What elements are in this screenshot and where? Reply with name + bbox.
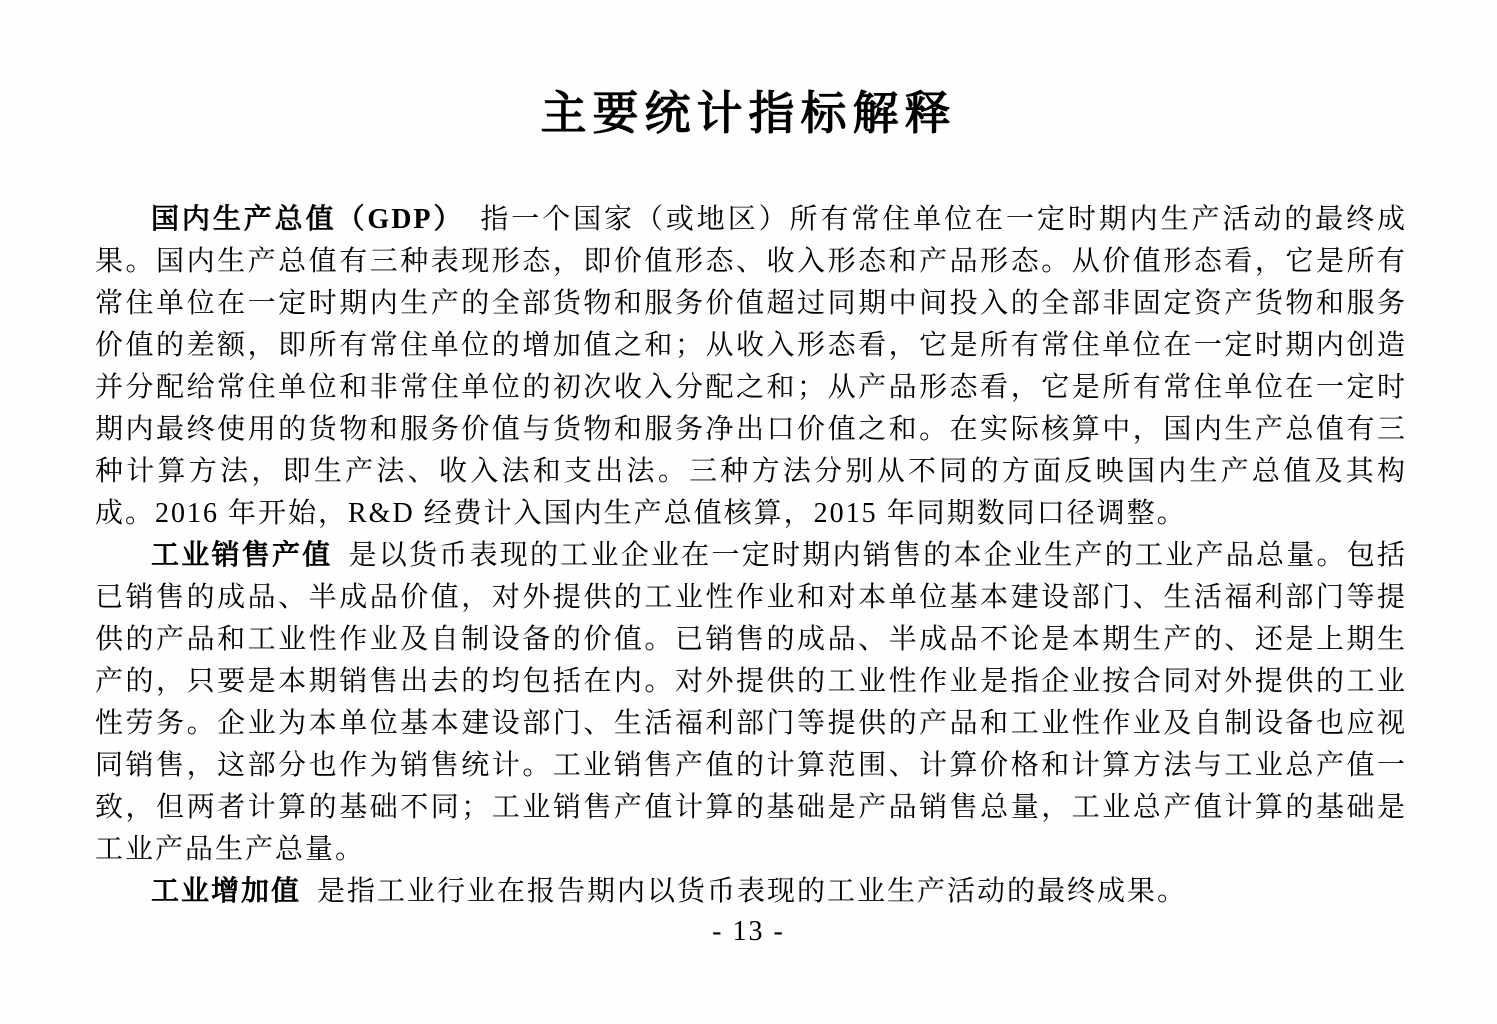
document-body <box>95 199 1407 913</box>
paragraph-industrial-sales-output <box>95 535 1407 871</box>
term-gdp: 国内生产总值（GDP） <box>151 204 465 236</box>
paragraph-industrial-added-value <box>95 871 1407 913</box>
page-title: 主要统计指标解释 <box>540 88 957 139</box>
paragraph-gdp-text: 指一个国家（或地区）所有常住单位在一定时期内生产活动的最终成果。国内生产总值有三种表现形态，即价值形态、收入形态和产品形态。从价值形态看，它是所有常住单位在一定时期内生产的全部货物和服务价值超过同期中间投入的全部非固定资产货物和服务价值的差额，即所有常住单位的增加值之和；从收入形态看，它是所有常住单位在一定时期内创造并分配给常住单位和非常住单位的初次收入分配之和；从产品形态看，它是所有常住单位在一定时期内最终使用的货物和服务价值与货物和服务净出口价值之和。在实际核算中，国内生产总值有三种计算方法，即生产法、收入法和支出法。三种方法分别从不同的方面反映国内生产总值及其构成。2016 年开始，R&D 经费计入国内生产总值核算，2015 年同期数同口径调整。 <box>95 204 1407 530</box>
term-industrial-added-value: 工业增加值 <box>151 876 302 908</box>
term-industrial-sales-output: 工业销售产值 <box>151 540 333 572</box>
paragraph-industrial-sales-output-text: 是以货币表现的工业企业在一定时期内销售的本企业生产的工业产品总量。包括已销售的成品、半成品价值，对外提供的工业性作业和对本单位基本建设部门、生活福利部门等提供的产品和工业性作业及自制设备的价值。已销售的成品、半成品不论是本期生产的、还是上期生产的，只要是本期销售出去的均包括在内。对外提供的工业性作业是指企业按合同对外提供的工业性劳务。企业为本单位基本建设部门、生活福利部门等提供的产品和工业性作业及自制设备也应视同销售，这部分也作为销售统计。工业销售产值的计算范围、计算价格和计算方法与工业总产值一致，但两者计算的基础不同；工业销售产值计算的基础是产品销售总量，工业总产值计算的基础是工业产品生产总量。 <box>95 540 1407 866</box>
paragraph-industrial-added-value-text: 是指工业行业在报告期内以货币表现的工业生产活动的最终成果。 <box>317 876 1188 908</box>
paragraph-gdp <box>95 199 1407 535</box>
page-number: - 13 - <box>712 916 785 947</box>
